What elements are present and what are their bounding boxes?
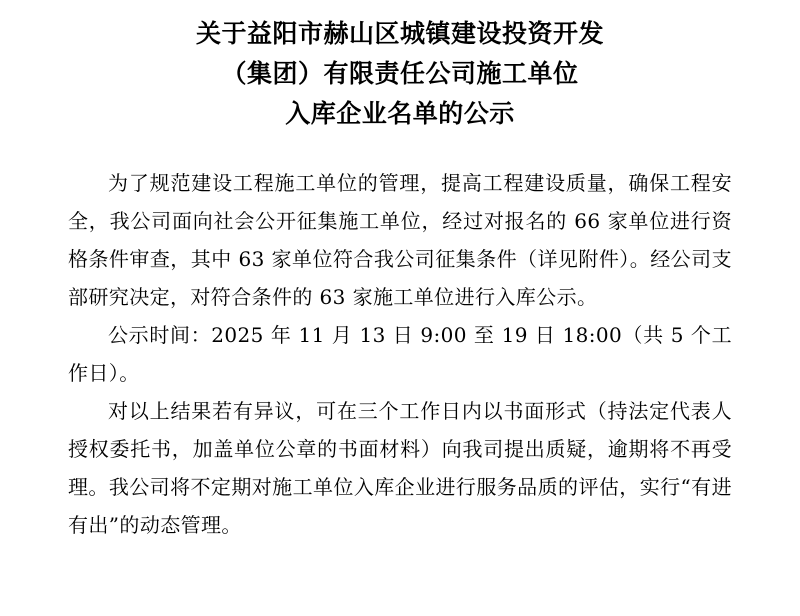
paragraph-1: 为了规范建设工程施工单位的管理，提高工程建设质量，确保工程安全，我公司面向社会公开征集施工单位，经过对报名的 66 家单位进行资格条件审查，其中 63 家单位符合我公司征集条件（详见附件）。经公司支部研究决定，对符合条件的 63 家施工单位进行入库公示。 [68,171,732,309]
document-body [68,164,732,544]
page-title-line-1: 关于益阳市赫山区城镇建设投资开发 [195,19,604,48]
page-title-line-2: （集团）有限责任公司施工单位 [221,59,579,88]
paragraph-3: 对以上结果若有异议，可在三个工作日内以书面形式（持法定代表人授权委托书，加盖单位公章的书面材料）向我司提出质疑，逾期将不再受理。我公司将不定期对施工单位入库企业进行服务品质的评估，实行“有进有出”的动态管理。 [68,399,732,537]
paragraph-2: 公示时间：2025 年 11 月 13 日 9:00 至 19 日 18:00（共 5 个工作日）。 [68,323,732,385]
page-title [68,14,732,134]
page-title-line-3: 入库企业名单的公示 [285,99,515,128]
